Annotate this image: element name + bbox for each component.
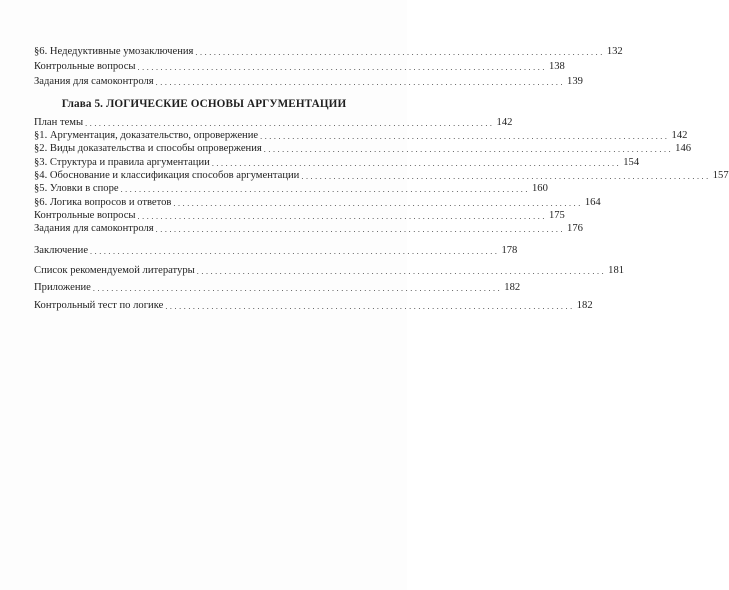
dot-leader: ......................................................................................... [301,172,711,181]
dot-leader: ......................................................................................... [165,302,575,311]
dot-leader: ......................................................................................... [195,48,605,57]
toc-entry-page: 142 [671,130,688,141]
toc-entry [34,221,583,235]
toc-entry-title: Контрольные вопросы [34,61,136,72]
toc-entry [34,168,729,182]
dot-leader: ......................................................................................... [137,212,547,221]
toc-entry [34,74,583,88]
toc-entry [34,195,601,209]
toc-entry-page: 176 [567,223,583,234]
toc-entry-title: §1. Аргументация, доказательство, опровержение [34,130,259,141]
toc-entry-title: §6. Логика вопросов и ответов [34,197,172,208]
toc-entry [34,59,565,73]
toc-entry [34,208,565,222]
dot-leader: ......................................................................................... [263,145,674,154]
toc-entry-title: Контрольные вопросы [34,210,136,221]
dot-leader: ......................................................................................... [196,267,607,276]
toc-entry-page: 182 [504,282,521,293]
toc-entry-title: План темы [34,117,84,128]
toc-entry-title: Заключение [34,245,89,256]
dot-leader: ......................................................................................... [90,247,500,256]
toc-entry-page: 139 [567,76,583,87]
chapter-heading: Глава 5. ЛОГИЧЕСКИЕ ОСНОВЫ АРГУМЕНТАЦИИ [61,98,347,110]
toc-entry [34,280,521,294]
dot-leader: ......................................................................................... [92,284,503,293]
toc-entry-page: 175 [548,210,565,221]
toc-entry-title: Список рекомендуемой литературы [34,265,195,276]
dot-leader: ......................................................................................... [85,119,495,128]
toc-entry-title: §3. Структура и правила аргументации [34,157,210,168]
toc-entry-page: 181 [608,265,625,276]
toc-entry-title: §6. Недедуктивные умозаключения [34,46,194,57]
toc-entry-page: 146 [675,143,692,154]
toc-entry-page: 178 [501,245,518,256]
toc-entry-title: Задания для самоконтроля [34,76,154,87]
toc-entry-title: Задания для самоконтроля [34,223,154,234]
toc-entry-title: §5. Уловки в споре [34,183,119,194]
toc-entry [34,298,593,312]
toc-entry-title: §4. Обоснование и классификация способов аргументации [34,170,300,181]
toc-entry [34,44,623,58]
dot-leader: ......................................................................................... [155,225,566,234]
toc-entry-page: 138 [548,61,565,72]
toc-entry-title: Приложение [34,282,91,293]
dot-leader: ......................................................................................... [211,159,622,168]
toc-entry-page: 164 [584,197,601,208]
toc-entry [34,155,640,169]
toc-entry-title: Контрольный тест по логике [34,300,164,311]
dot-leader: ......................................................................................... [260,132,670,141]
toc-entry [34,263,625,277]
toc-entry [34,128,688,142]
toc-entry-title: §2. Виды доказательства и способы опровержения [34,143,262,154]
dot-leader: ......................................................................................... [120,185,530,194]
toc-entry [34,243,518,257]
dot-leader: ......................................................................................... [137,63,547,72]
toc-entry [34,115,513,129]
toc-entry [34,141,692,155]
dot-leader: ......................................................................................... [173,199,583,208]
toc-entry-page: 160 [531,183,548,194]
toc-entry-page: 142 [496,117,513,128]
toc-entry-page: 154 [623,157,640,168]
toc-entry-page: 132 [606,46,623,57]
toc-entry-page: 182 [576,300,593,311]
toc-entry [34,181,548,195]
dot-leader: ......................................................................................... [155,78,566,87]
toc-entry-page: 157 [712,170,729,181]
